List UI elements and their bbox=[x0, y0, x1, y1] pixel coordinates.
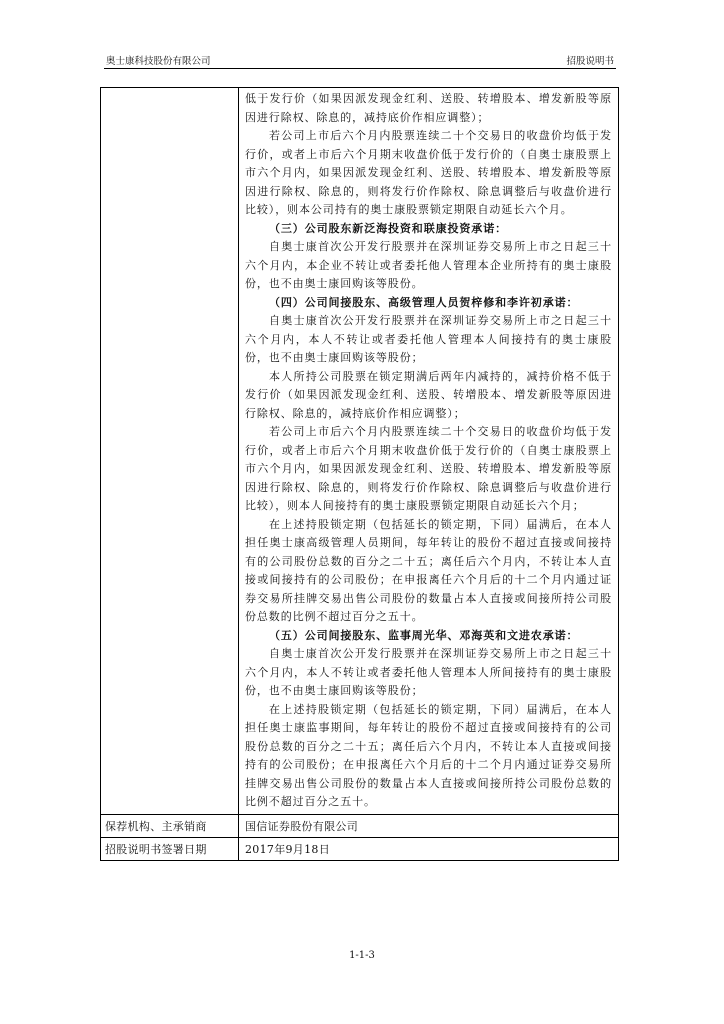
paragraph: 在上述持股锁定期（包括延长的锁定期，下同）届满后，在本人担任奥士康高级管理人员期间，每年转让的股份不超过直接或间接持有的公司股份总数的百分之二十五；离任后六个月内，不转让本人直接或间接持有的公司股份；在申报离任六个月后的十二个月内通过证券交易所挂牌交易出售公司股份的数量占本人直接或间接所持公司股份总数的比例不超过百分之五十。 bbox=[245, 517, 612, 623]
header-rule bbox=[104, 68, 616, 69]
section-heading: （四）公司间接股东、高级管理人员贺梓修和李许初承诺： bbox=[269, 295, 579, 309]
prospectus-table bbox=[100, 87, 619, 861]
page-header bbox=[106, 53, 614, 67]
section-heading: （五）公司间接股东、监事周光华、邓海英和文进农承诺： bbox=[269, 628, 579, 642]
header-company: 奥士康科技股份有限公司 bbox=[106, 56, 211, 67]
paragraph: 自奥士康首次公开发行股票并在深圳证券交易所上市之日起三十六个月内，本人不转让或者委托他人管理本人间接持有的奥士康股份，也不由奥士康回购该等股份； bbox=[245, 314, 612, 364]
row-value-sign-date: 2017年9月18日 bbox=[239, 837, 619, 860]
page-number: 1-1-3 bbox=[349, 950, 375, 961]
row-value-sponsor: 国信证券股份有限公司 bbox=[239, 814, 619, 837]
row-label-sponsor: 保荐机构、主承销商 bbox=[101, 814, 239, 837]
row-label-empty bbox=[101, 88, 239, 815]
paragraph: 若公司上市后六个月内股票连续二十个交易日的收盘价均低于发行价，或者上市后六个月期末收盘价低于发行价的（自奥士康股票上市六个月内，如果因派发现金红利、送股、转增股本、增发新股等原因进行除权、除息的，则将发行价作除权、除息调整后与收盘价进行比较），则本人间接持有的奥士康股票锁定期限自动延长六个月； bbox=[245, 425, 612, 512]
paragraph: 若公司上市后六个月内股票连续二十个交易日的收盘价均低于发行价，或者上市后六个月期末收盘价低于发行价的（自奥士康股票上市六个月内，如果因派发现金红利、送股、转增股本、增发新股等原因进行除权、除息的，则将发行价作除权、除息调整后与收盘价进行比较），则本公司持有的奥士康股票锁定期限自动延长六个月。 bbox=[245, 129, 612, 216]
table-row bbox=[101, 837, 619, 860]
paragraph: 在上述持股锁定期（包括延长的锁定期，下同）届满后，在本人担任奥士康监事期间，每年转让的股份不超过直接或间接持有的公司股份总数的百分之二十五；离任后六个月内，不转让本人直接或间接持有的公司股份；在申报离任六个月后的十二个月内通过证券交易所挂牌交易出售公司股份的数量占本人直接或间接所持公司股份总数的比例不超过百分之五十。 bbox=[245, 702, 612, 808]
section-heading: （三）公司股东新泛海投资和联康投资承诺： bbox=[269, 221, 507, 235]
header-doc-type: 招股说明书 bbox=[566, 56, 614, 67]
paragraph: 本人所持公司股票在锁定期满后两年内减持的，减持价格不低于发行价（如果因派发现金红利、送股、转增股本、增发新股等原因进行除权、除息的，减持底价作相应调整）； bbox=[245, 369, 612, 420]
row-label-sign-date: 招股说明书签署日期 bbox=[101, 837, 239, 860]
paragraph: 低于发行价（如果因派发现金红利、送股、转增股本、增发新股等原因进行除权、除息的，减持底价作相应调整）； bbox=[245, 92, 612, 124]
commitments-cell bbox=[239, 88, 619, 815]
table-row-commitments bbox=[101, 88, 619, 815]
paragraph: 自奥士康首次公开发行股票并在深圳证券交易所上市之日起三十六个月内，本人不转让或者委托他人管理本人所间接持有的奥士康股份，也不由奥士康回购该等股份； bbox=[245, 647, 612, 697]
table-row bbox=[101, 814, 619, 837]
commitments-text bbox=[245, 90, 612, 812]
paragraph: 自奥士康首次公开发行股票并在深圳证券交易所上市之日起三十六个月内，本企业不转让或者委托他人管理本企业所持有的奥士康股份，也不由奥士康回购该等股份。 bbox=[245, 240, 612, 290]
